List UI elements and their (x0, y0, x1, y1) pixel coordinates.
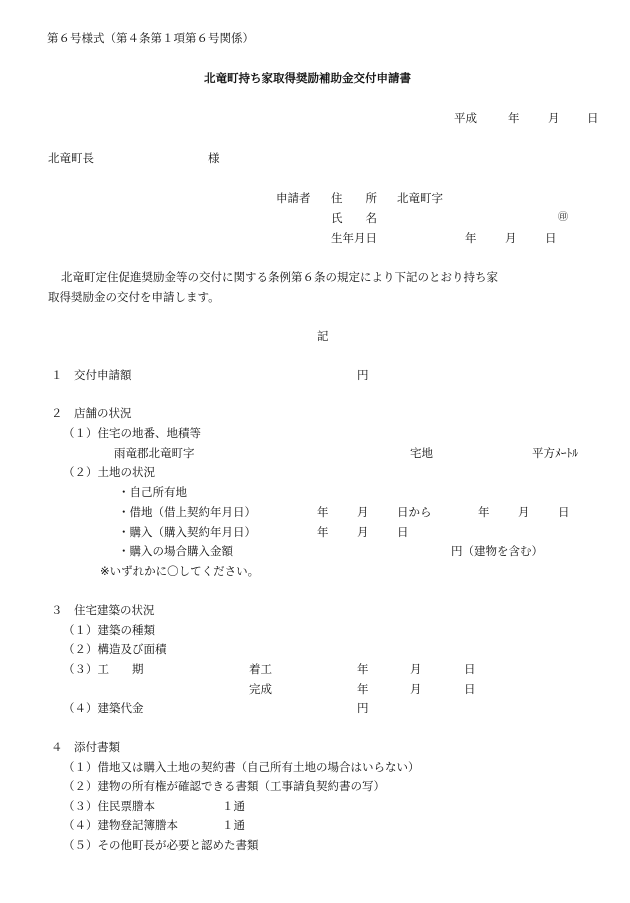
applicant-address-label: 住 所 (331, 191, 377, 205)
purchase-price-unit: 円（建物を含む） (451, 544, 543, 558)
section-3-heading: ３ 住宅建築の状況 (51, 603, 155, 617)
section-3-item-1: （１）建築の種類 (63, 623, 155, 637)
land-purchase-option: ・購入（購入契約年月日） (118, 525, 256, 539)
applicant-birthdate-label: 生年月日 (331, 231, 377, 245)
purchase-price-label: ・購入の場合購入金額 (118, 544, 233, 558)
birth-month-label: 月 (505, 231, 517, 245)
end-day-label: 日 (464, 682, 476, 696)
attachment-item-4: （４）建物登記簿謄本 (63, 818, 178, 832)
addressee-honorific: 様 (208, 151, 220, 165)
attachment-item-5: （５）その他町長が必要と認めた書類 (63, 838, 259, 852)
applicant-address-value: 北竜町字 (397, 191, 443, 205)
lease-end-year-label: 年 (478, 505, 490, 519)
body-text-line-2: 取得奨励金の交付を申請します。 (48, 290, 220, 304)
lease-end-month-label: 月 (518, 505, 530, 519)
attachment-item-2: （２）建物の所有権が確認できる書類（工事請負契約書の写） (63, 779, 385, 793)
ki-heading: 記 (317, 329, 329, 343)
birth-year-label: 年 (465, 231, 477, 245)
document-title: 北竜町持ち家取得奨励補助金交付申請書 (204, 71, 411, 85)
section-2-item-1: （１）住宅の地番、地積等 (63, 426, 201, 440)
date-year-label: 年 (508, 111, 520, 125)
attachment-item-3-count: １通 (222, 799, 245, 813)
section-4-heading: ４ 添付書類 (51, 740, 120, 754)
section-2-heading: ２ 店舗の状況 (51, 406, 132, 420)
section-1-heading: １ 交付申請額 (51, 368, 132, 382)
attachment-item-3: （３）住民票謄本 (63, 799, 155, 813)
land-own-option: ・自己所有地 (118, 485, 187, 499)
construction-end-label: 完成 (249, 682, 272, 696)
birth-day-label: 日 (545, 231, 557, 245)
section-1-yen-unit: 円 (357, 368, 369, 382)
lease-day-from-label: 日から (397, 505, 432, 519)
form-number-label: 第６号様式（第４条第１項第６号関係） (47, 31, 254, 45)
start-year-label: 年 (357, 662, 369, 676)
purchase-year-label: 年 (317, 525, 329, 539)
addressee-name: 北竜町長 (48, 151, 94, 165)
date-month-label: 月 (548, 111, 560, 125)
section-3-item-3: （３）工 期 (63, 662, 144, 676)
lease-year-label: 年 (317, 505, 329, 519)
lease-month-label: 月 (357, 505, 369, 519)
selection-note: ※いずれかに〇してください。 (100, 564, 260, 578)
attachment-item-1: （１）借地又は購入土地の契約書（自己所有土地の場合はいらない） (63, 760, 420, 774)
purchase-month-label: 月 (357, 525, 369, 539)
applicant-name-label: 氏 名 (331, 211, 377, 225)
purchase-day-label: 日 (397, 525, 409, 539)
section-2-item-2: （２）土地の状況 (63, 465, 155, 479)
start-month-label: 月 (410, 662, 422, 676)
section-3-item-2: （２）構造及び面積 (63, 642, 167, 656)
start-day-label: 日 (464, 662, 476, 676)
lease-end-day-label: 日 (558, 505, 570, 519)
date-era: 平成 (454, 111, 477, 125)
seal-mark-icon: ㊞ (558, 212, 568, 223)
construction-cost-unit: 円 (357, 701, 369, 715)
lot-type: 宅地 (410, 446, 433, 460)
applicant-label: 申請者 (276, 191, 311, 205)
lot-area-unit: 平方ﾒｰﾄﾙ (532, 446, 578, 460)
lot-location: 雨竜郡北竜町字 (114, 446, 195, 460)
body-text-line-1: 北竜町定住促進奨励金等の交付に関する条例第６条の規定により下記のとおり持ち家 (61, 270, 498, 284)
end-month-label: 月 (410, 682, 422, 696)
construction-start-label: 着工 (249, 662, 272, 676)
attachment-item-4-count: １通 (222, 818, 245, 832)
land-lease-option: ・借地（借上契約年月日） (118, 505, 256, 519)
end-year-label: 年 (357, 682, 369, 696)
section-3-item-4: （４）建築代金 (63, 701, 144, 715)
date-day-label: 日 (587, 111, 599, 125)
